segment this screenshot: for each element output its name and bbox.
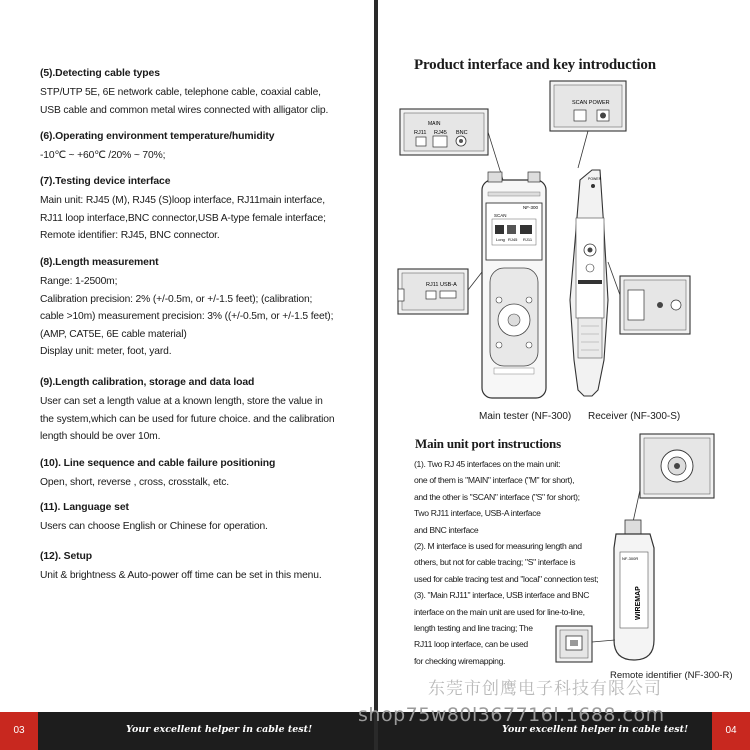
caption-main-tester: Main tester (NF-300) <box>479 411 572 422</box>
section-body: User can set a length value at a known length, store the value in the system,which can be used for future choice. and the calibration length should be over 10m. <box>40 396 335 443</box>
usb-a-label: USB-A <box>440 282 457 288</box>
section-body: STP/UTP 5E, 6E network cable, telephone cable, coaxial cable, USB cable and common metal wires connected with alligator clip. <box>40 87 329 116</box>
section-length-measurement <box>40 256 360 361</box>
section-body: Users can choose English or Chinese for operation. <box>40 521 268 532</box>
right-page <box>378 0 750 750</box>
screen-rj45-label: RJ45 <box>508 237 518 242</box>
rj11-usb-label: RJ11 <box>426 282 439 288</box>
section-body: Main unit: RJ45 (M), RJ45 (S)loop interface, RJ11main interface, RJ11 loop interface,BNC connector,USB A-type female interface; Remote identifier: RJ45, BNC connector. <box>40 195 326 242</box>
page-number: 03 <box>0 712 38 750</box>
footer-slogan: Your excellent helper in cable test! <box>126 724 313 735</box>
section-body: Unit & brightness & Auto-power off time can be set in this menu. <box>40 570 322 581</box>
model-label: NF-300 <box>523 205 539 210</box>
section-heading: (9).Length calibration, storage and data load <box>40 377 255 388</box>
section-setup <box>40 550 360 585</box>
receiver-device <box>570 170 608 396</box>
left-page <box>0 0 374 750</box>
screen-long-label: Long <box>496 237 505 242</box>
scan-power-callout <box>550 81 626 168</box>
section-body: Open, short, reverse , cross, crosstalk, etc. <box>40 477 229 488</box>
section-heading: (10). Line sequence and cable failure positioning <box>40 458 276 469</box>
section-testing-interface <box>40 175 360 245</box>
section-environment <box>40 130 360 165</box>
caption-receiver: Receiver (NF-300-S) <box>588 411 681 422</box>
section-body: Range: 1-2500m; Calibration precision: 2% (+/-0.5m, or +/-1.5 feet); (calibration; cable >10m) measurement precision: 3% ((+/-0.5m, or +/-1.5 feet); (AMP, CAT5E, 6E cable material) Display unit: meter, foot, yard. <box>40 276 334 358</box>
section-heading: (12). Setup <box>40 551 93 562</box>
footer-slogan: Your excellent helper in cable test! <box>502 724 689 735</box>
screen-rj11-label: RJ11 <box>523 237 533 242</box>
remote-model-label: NF-300R <box>622 556 639 561</box>
section-length-calibration <box>40 376 360 446</box>
port-instructions-heading: Main unit port instructions <box>415 436 561 451</box>
rj45-port-label: RJ45 <box>434 130 447 136</box>
section-heading: (5).Detecting cable types <box>40 68 160 79</box>
main-tester-device <box>482 172 546 398</box>
section-heading: (6).Operating environment temperature/humidity <box>40 131 275 142</box>
section-line-sequence <box>40 457 360 492</box>
page-title: Product interface and key introduction <box>414 57 656 73</box>
screen-scan-label: SCAN <box>494 213 507 218</box>
receiver-head-callout <box>608 262 690 334</box>
receiver-power-label: POWER <box>588 177 602 181</box>
section-heading: (11). Language set <box>40 502 129 513</box>
section-language <box>40 501 360 536</box>
left-footer <box>0 712 374 750</box>
scan-power-label: SCAN POWER <box>572 100 610 106</box>
main-port-label: MAIN <box>428 121 441 127</box>
main-ports-callout <box>400 109 503 180</box>
section-body: -10℃ ~ +60℃ /20% ~ 70%; <box>40 150 166 161</box>
usb-callout <box>398 269 482 314</box>
section-heading: (8).Length measurement <box>40 257 159 268</box>
page-number: 04 <box>712 712 750 750</box>
receiver-brand-label: WIREMAP <box>635 586 642 620</box>
watermark-url: shop75w80l367716l.1688.com <box>358 704 665 726</box>
caption-remote-identifier: Remote identifier (NF-300-R) <box>610 670 733 681</box>
section-heading: (7).Testing device interface <box>40 176 171 187</box>
port-instructions-body: (1). Two RJ 45 interfaces on the main unit: one of them is "MAIN" interface ("M" for short), and the other is "SCAN" interface ("S" for short); Two RJ11 interface, USB-A interface and BNC interface (2). M interface is used for measuring length and others, but not for cable tracing; "S" interface is used for cable tracing test and "local" connection test; (3). "Main RJ11" interface, USB interface and BNC interface on the main unit are used for line-to-line, length testing and line tracing; The RJ11 loop interface, can be used for checking wiremapping. <box>414 459 599 666</box>
bnc-port-label: BNC <box>456 130 468 136</box>
section-cable-types <box>40 67 360 119</box>
rj11-port-label: RJ11 <box>414 130 427 136</box>
watermark-company: 东莞市创鹰电子科技有限公司 <box>428 679 662 699</box>
